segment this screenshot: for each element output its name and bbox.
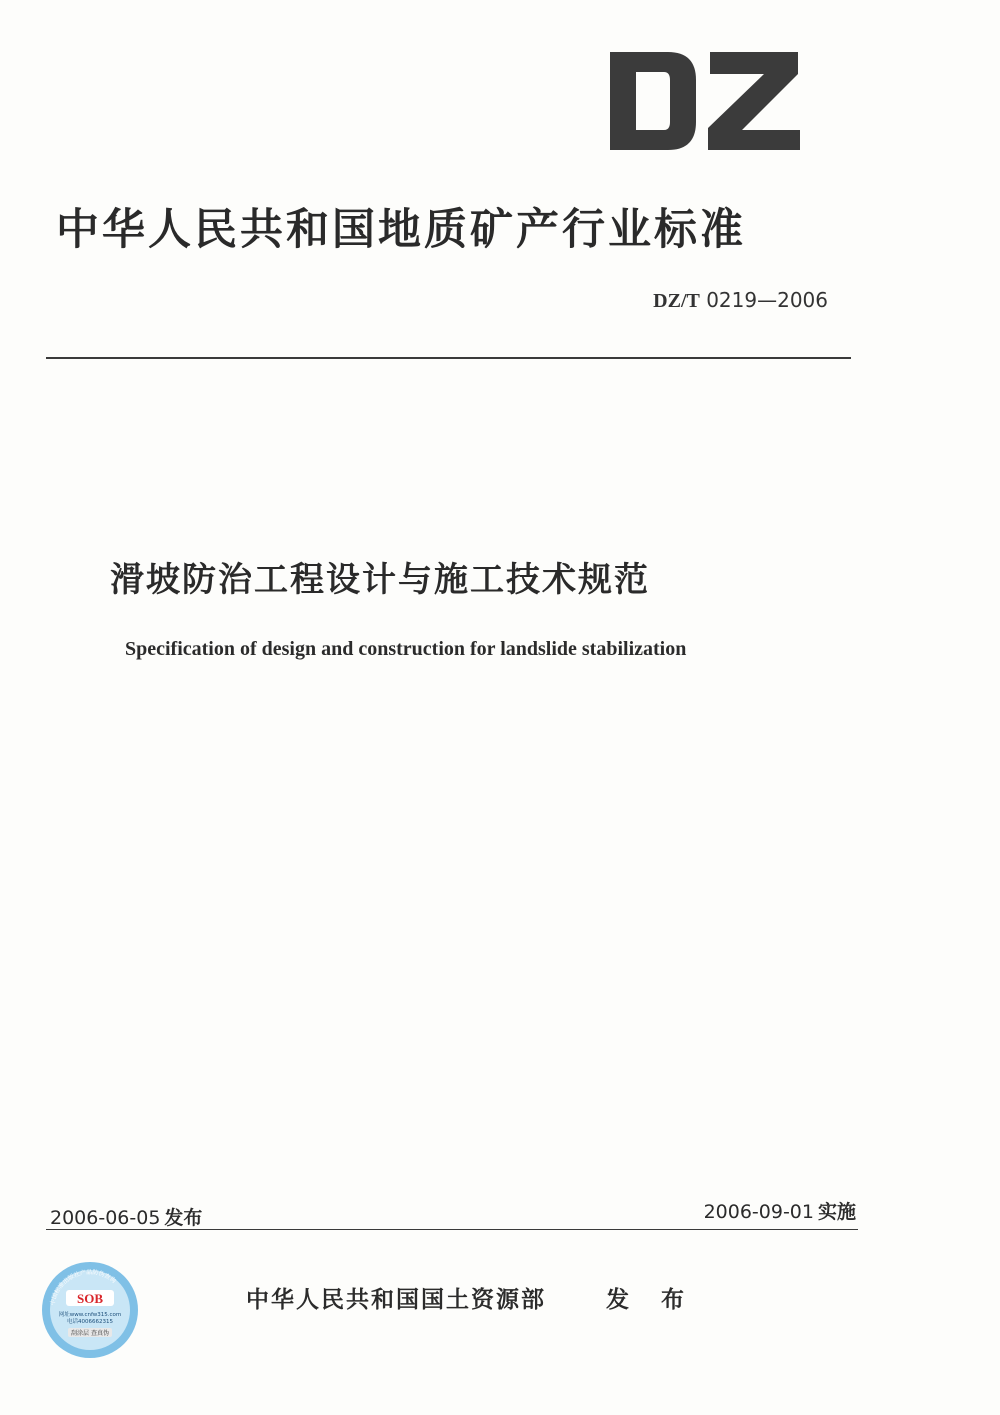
seal-line-2: 电话4006662315 bbox=[67, 1319, 113, 1325]
implement-date bbox=[704, 1197, 856, 1224]
title-chinese: 滑坡防治工程设计与施工技术规范 bbox=[110, 560, 650, 600]
standard-category: 中华人民共和国地质矿产行业标准 bbox=[56, 205, 746, 255]
issue-date bbox=[50, 1203, 202, 1230]
anti-counterfeit-seal bbox=[40, 1260, 140, 1360]
top-divider bbox=[46, 357, 851, 359]
implement-date-label: 实施 bbox=[817, 1201, 856, 1223]
issue-date-label: 发布 bbox=[164, 1207, 203, 1229]
issue-date-value: 2006-06-05 bbox=[50, 1207, 161, 1229]
bottom-divider bbox=[46, 1229, 858, 1230]
implement-date-value: 2006-09-01 bbox=[703, 1201, 814, 1223]
seal-line-1: 网址www.cnfw315.com bbox=[58, 1312, 122, 1318]
title-english: Specification of design and construction for landslide stabilization bbox=[125, 638, 687, 660]
standard-code bbox=[653, 288, 828, 313]
standard-code-number: 0219—2006 bbox=[706, 288, 828, 312]
standard-code-prefix: DZ/T bbox=[653, 290, 700, 312]
publish-label: 发 布 bbox=[606, 1287, 697, 1313]
seal-logo-text: SOB bbox=[76, 1291, 104, 1306]
seal-ring-text: 中国标准出版社产品防伪查询 bbox=[49, 1268, 118, 1306]
seal-bottom-label: 刮涂层 查真伪 bbox=[71, 1330, 109, 1337]
dz-logo bbox=[606, 50, 802, 152]
publisher: 中华人民共和国国土资源部 bbox=[246, 1287, 546, 1313]
